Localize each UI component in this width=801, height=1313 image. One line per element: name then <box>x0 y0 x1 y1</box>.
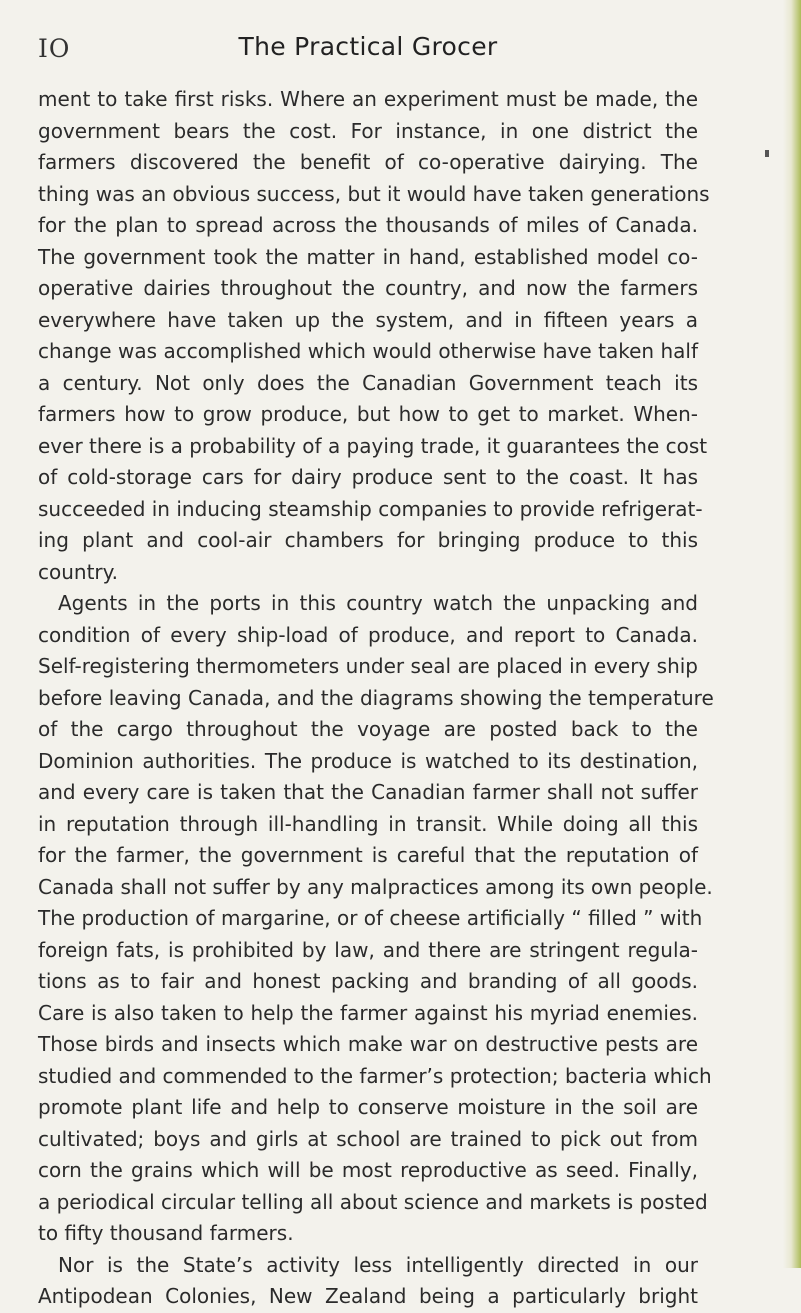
text-line: foreign fats, is prohibited by law, and there are stringent regula- <box>38 937 698 962</box>
text-line: Nor is the State’s activity less intelligently directed in our <box>58 1252 698 1277</box>
text-line: ment to take first risks. Where an experiment must be made, the <box>38 87 698 111</box>
text-line: Canada shall not suffer by any malpractices among its own people. <box>38 874 713 899</box>
text-line: Those birds and insects which make war on destructive pests are <box>38 1032 698 1056</box>
text-line: cultivated; boys and girls at school are trained to pick out from <box>38 1126 698 1151</box>
text-line: everywhere have taken up the system, and in fifteen years a <box>38 307 698 332</box>
text-line: Self-registering thermometers under seal are placed in every ship <box>38 654 698 678</box>
page-edge-shadow <box>783 0 801 1268</box>
text-line: in reputation through ill-handling in transit. While doing all this <box>38 811 698 836</box>
text-line: promote plant life and help to conserve moisture in the soil are <box>38 1095 698 1119</box>
text-line: studied and commended to the farmer’s protection; bacteria which <box>38 1063 712 1088</box>
text-line: Agents in the ports in this country watch the unpacking and <box>58 591 698 615</box>
text-line: to fifty thousand farmers. <box>38 1221 294 1245</box>
text-line: succeeded in inducing steamship companies to provide refrigerat- <box>38 496 703 521</box>
text-line: tions as to fair and honest packing and branding of all goods. <box>38 969 698 993</box>
text-line: ing plant and cool-air chambers for bringing produce to this <box>38 528 698 552</box>
text-line: farmers how to grow produce, but how to get to market. When- <box>38 402 698 426</box>
text-line: The government took the matter in hand, established model co- <box>38 244 698 269</box>
body-text <box>38 84 714 1313</box>
text-line: a periodical circular telling all about science and markets is posted <box>38 1189 708 1214</box>
text-line: before leaving Canada, and the diagrams showing the temperature <box>38 685 714 710</box>
text-line: ever there is a probability of a paying trade, it guarantees the cost <box>38 433 708 458</box>
text-line: Antipodean Colonies, New Zealand being a particularly bright <box>38 1284 698 1308</box>
running-title: The Practical Grocer <box>238 32 498 61</box>
text-line: a century. Not only does the Canadian Government teach its <box>38 370 698 395</box>
text-line: country. <box>38 559 118 584</box>
text-line: and every care is taken that the Canadian farmer shall not suffer <box>38 780 698 804</box>
text-line: for the plan to spread across the thousands of miles of Canada. <box>38 213 698 237</box>
text-line: Care is also taken to help the farmer against his myriad enemies. <box>38 1000 698 1025</box>
text-line: operative dairies throughout the country, and now the farmers <box>38 276 698 300</box>
text-line: condition of every ship-load of produce, and report to Canada. <box>38 622 698 647</box>
page-number: IO <box>38 34 71 63</box>
text-line: farmers discovered the benefit of co-operative dairying. The <box>38 150 698 174</box>
text-line: of cold-storage cars for dairy produce sent to the coast. It has <box>38 465 698 489</box>
margin-mark <box>765 150 769 157</box>
text-line: change was accomplished which would otherwise have taken half <box>38 339 698 363</box>
page-header <box>38 30 698 70</box>
text-line: The production of margarine, or of cheese artificially “ filled ” with <box>38 906 703 930</box>
text-line: corn the grains which will be most reproductive as seed. Finally, <box>38 1158 698 1182</box>
text-line: of the cargo throughout the voyage are posted back to the <box>38 717 698 741</box>
text-line: Dominion authorities. The produce is watched to its destination, <box>38 748 698 773</box>
text-line: for the farmer, the government is careful that the reputation of <box>38 843 698 867</box>
text-line: thing was an obvious success, but it would have taken generations <box>38 181 710 206</box>
text-line: government bears the cost. For instance, in one district the <box>38 118 698 143</box>
